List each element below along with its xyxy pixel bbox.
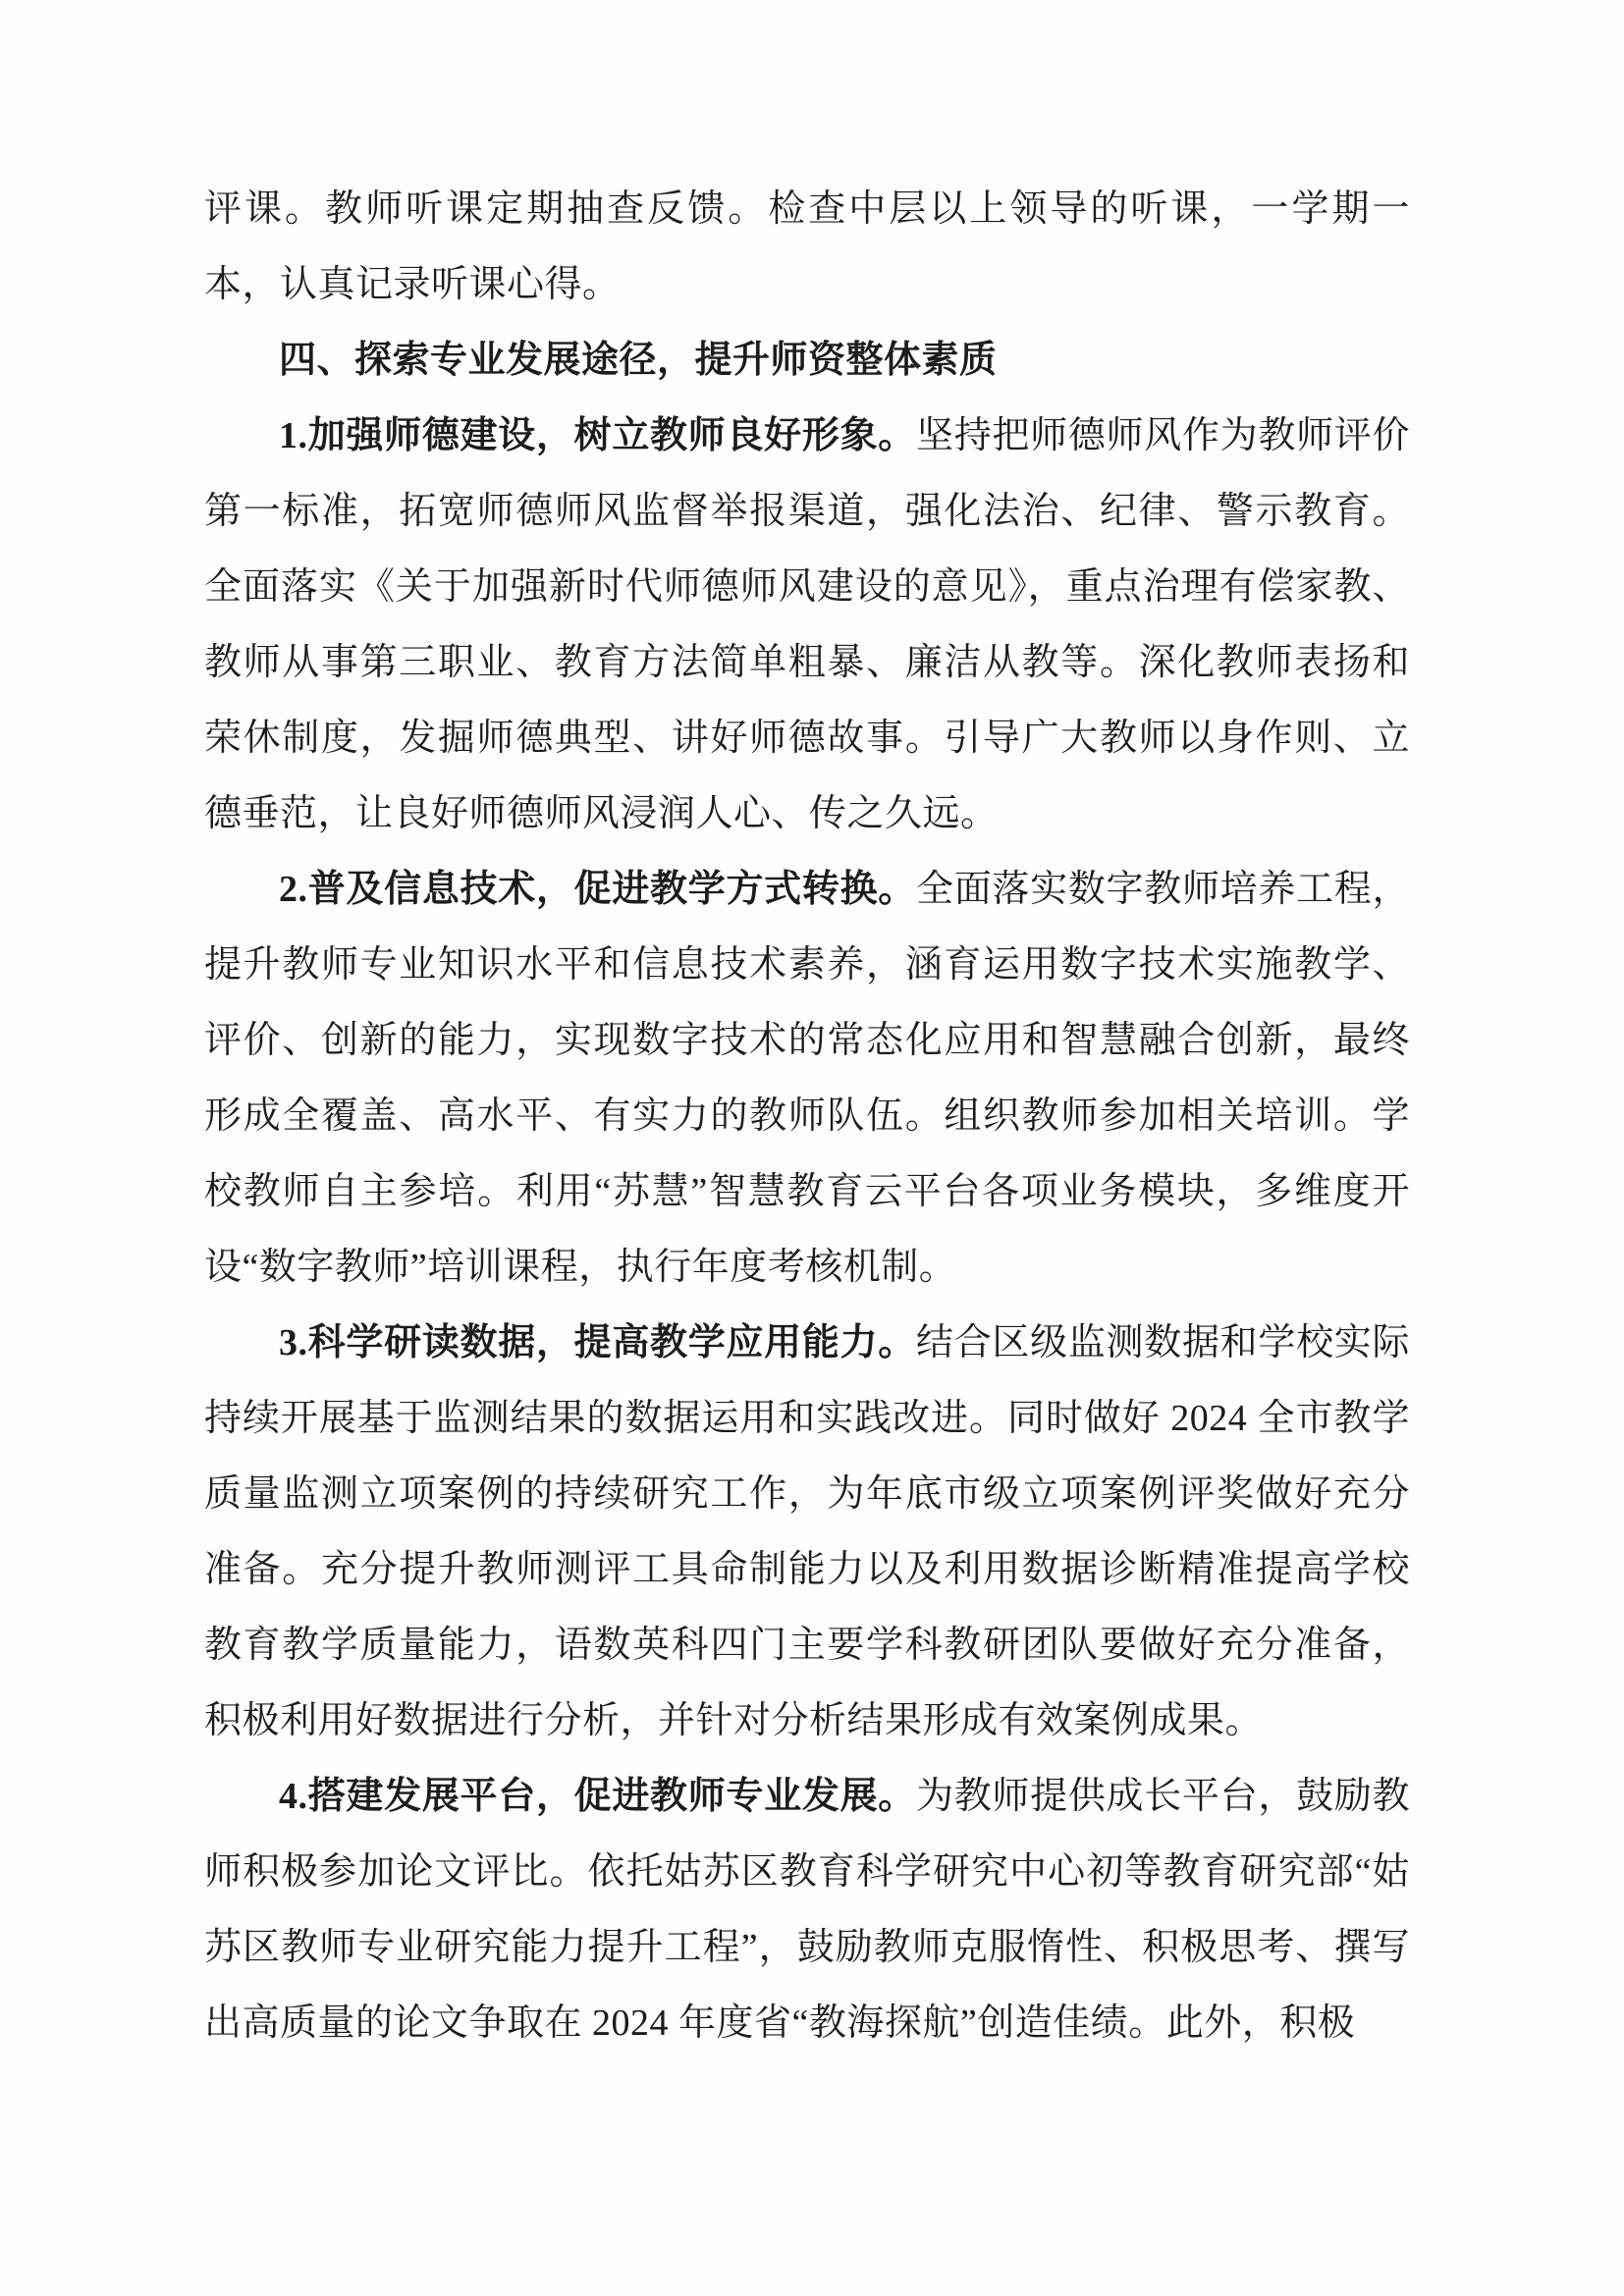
paragraph-4 [204, 1759, 1410, 2061]
paragraph-1-lead: 1.加强师德建设，树立教师良好形象。 [279, 415, 917, 456]
document-content [204, 172, 1410, 2061]
paragraph-3-body: 结合区级监测数据和学校实际持续开展基于监测结果的数据运用和实践改进。同时做好 2024 全市教学质量监测立项案例的持续研究工作，为年底市级立项案例评奖做好充分准备。充分提升教师测评工具命制能力以及利用数据诊断精准提高学校教育教学质量能力，语数英科四门主要学科教研团队要做好充分准备，积极利用好数据进行分析，并针对分析结果形成有效案例成果。 [204, 1322, 1410, 1741]
paragraph-continuation: 评课。教师听课定期抽查反馈。检查中层以上领导的听课，一学期一本，认真记录听课心得。 [204, 188, 1410, 305]
paragraph-4-body: 为教师提供成长平台，鼓励教师积极参加论文评比。依托姑苏区教育科学研究中心初等教育研究部“姑苏区教师专业研究能力提升工程”，鼓励教师克服惰性、积极思考、撰写出高质量的论文争取在 2024 年度省“教海探航”创造佳绩。此外，积极 [204, 1776, 1410, 2044]
paragraph-2-lead: 2.普及信息技术，促进教学方式转换。 [279, 869, 917, 910]
paragraph-3-lead: 3.科学研读数据，提高教学应用能力。 [279, 1322, 917, 1363]
paragraph-1-body: 坚持把师德师风作为教师评价第一标准，拓宽师德师风监督举报渠道，强化法治、纪律、警示教育。全面落实《关于加强新时代师德师风建设的意见》，重点治理有偿家教、教师从事第三职业、教育方法简单粗暴、廉洁从教等。深化教师表扬和荣休制度，发掘师德典型、讲好师德故事。引导广大教师以身作则、立德垂范，让良好师德师风浸润人心、传之久远。 [204, 415, 1410, 834]
paragraph-4-lead: 4.搭建发展平台，促进教师专业发展。 [279, 1776, 917, 1817]
paragraph-1 [204, 399, 1410, 852]
paragraph-2-body: 全面落实数字教师培养工程，提升教师专业知识水平和信息技术素养，涵育运用数字技术实施教学、评价、创新的能力，实现数字技术的常态化应用和智慧融合创新，最终形成全覆盖、高水平、有实力的教师队伍。组织教师参加相关培训。学校教师自主参培。利用“苏慧”智慧教育云平台各项业务模块，多维度开设“数字教师”培训课程，执行年度考核机制。 [204, 869, 1410, 1288]
paragraph-3 [204, 1306, 1410, 1759]
section-heading: 四、探索专业发展途径，提升师资整体素质 [279, 340, 998, 381]
paragraph-2 [204, 852, 1410, 1306]
